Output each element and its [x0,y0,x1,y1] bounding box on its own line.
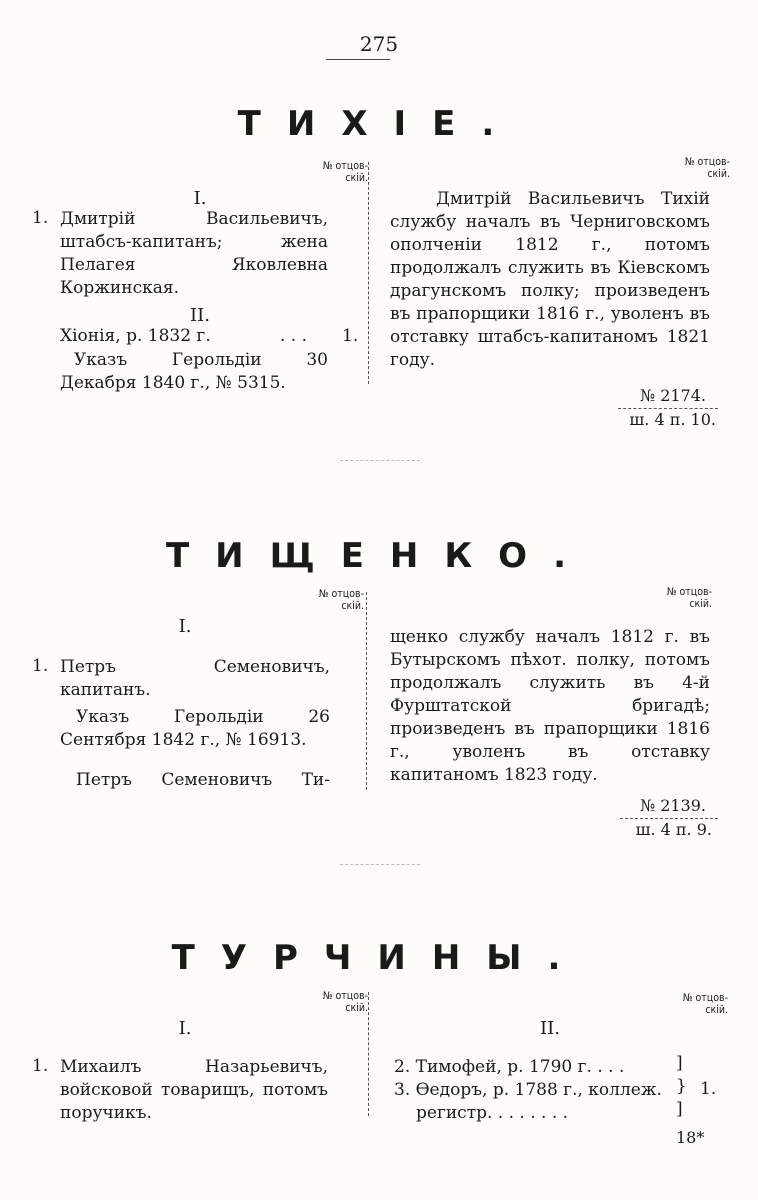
father-column-label: № отцов- скій. [322,990,368,1014]
person-number: 1. [32,208,49,228]
surname-heading: ТУРЧИНЫ. [171,938,587,978]
person-entry: Дмитрій Васильевичъ, штабсъ-капитанъ; жена Пелагея Яковлевна Коржинская. [60,209,328,298]
father-ref: 1. [342,326,359,346]
person-number: 1. [32,1056,49,1076]
archive-number: № 2139. [639,796,706,815]
child-entry: 3. Ѳедоръ, р. 1788 г., коллеж. [394,1080,662,1100]
generation-heading: I. [178,616,192,637]
ref-rule [618,408,718,409]
archive-location: ш. 4 п. 9. [635,820,712,839]
ukaz-record: Указъ Герольдіи 26 Сентября 1842 г., № 16913. [60,707,330,750]
child-entry: регистр. . . . . . . . [416,1103,569,1123]
ukaz-record: Указъ Герольдіи 30 Декабря 1840 г., № 5315. [60,350,328,393]
archive-number: № 2174. [639,386,706,405]
section-separator [340,460,420,461]
signature-mark: 18* [676,1128,705,1147]
generation-heading: II. [540,1018,560,1039]
person-entry: Михаилъ Назарьевичъ, войсковой товарищъ, потомъ поручикъ. [60,1057,328,1123]
section-separator [340,864,420,865]
generation-heading: I. [193,188,207,209]
page-number: 275 [359,32,399,56]
father-column-label: № отцов- скій. [322,160,368,184]
father-column-label: № отцов- скій. [684,156,730,180]
service-record-start: Петръ Семеновичъ Ти- [76,770,330,790]
person-number: 1. [32,656,49,676]
person-entry: Петръ Семеновичъ, капитанъ. [60,657,330,700]
column-divider [368,162,369,384]
children-list [394,1056,694,1125]
service-record: щенко службу началъ 1812 г. въ Бутырскомъ пѣхот. полку, потомъ продолжалъ служить въ 4-й Фурштатской бригадѣ; произведенъ въ прапорщики 1816 г., уволенъ въ отставку капитаномъ 1823 году. [390,627,710,785]
column-divider [366,592,367,790]
archive-location: ш. 4 п. 10. [629,410,716,429]
column-divider [368,992,369,1116]
father-column-label: № отцов- скій. [682,992,728,1016]
ref-rule [620,818,718,819]
father-column-label: № отцов- скій. [318,588,364,612]
generation-heading: II. [190,305,210,326]
person-entry: Хіонія, р. 1832 г. . . . 1. [60,326,359,346]
bracket: ] } ] [676,1053,687,1119]
service-record: Дмитрій Васильевичъ Тихій службу началъ въ Черниговскомъ ополченіи 1812 г., потомъ продолжалъ служить въ Кіевскомъ драгунскомъ полку; произведенъ въ прапорщики 1816 г., уволенъ въ отставку штабсъ-капитаномъ 1821 году. [390,189,710,370]
surname-heading: ТИЩЕНКО. [165,536,592,576]
generation-heading: I. [178,1018,192,1039]
child-entry: 2. Тимофей, р. 1790 г. . . . [394,1057,625,1077]
page-number-rule [326,59,390,60]
surname-heading: ТИХІЕ. [237,104,521,144]
father-column-label: № отцов- скій. [666,586,712,610]
father-ref: 1. [700,1079,717,1099]
